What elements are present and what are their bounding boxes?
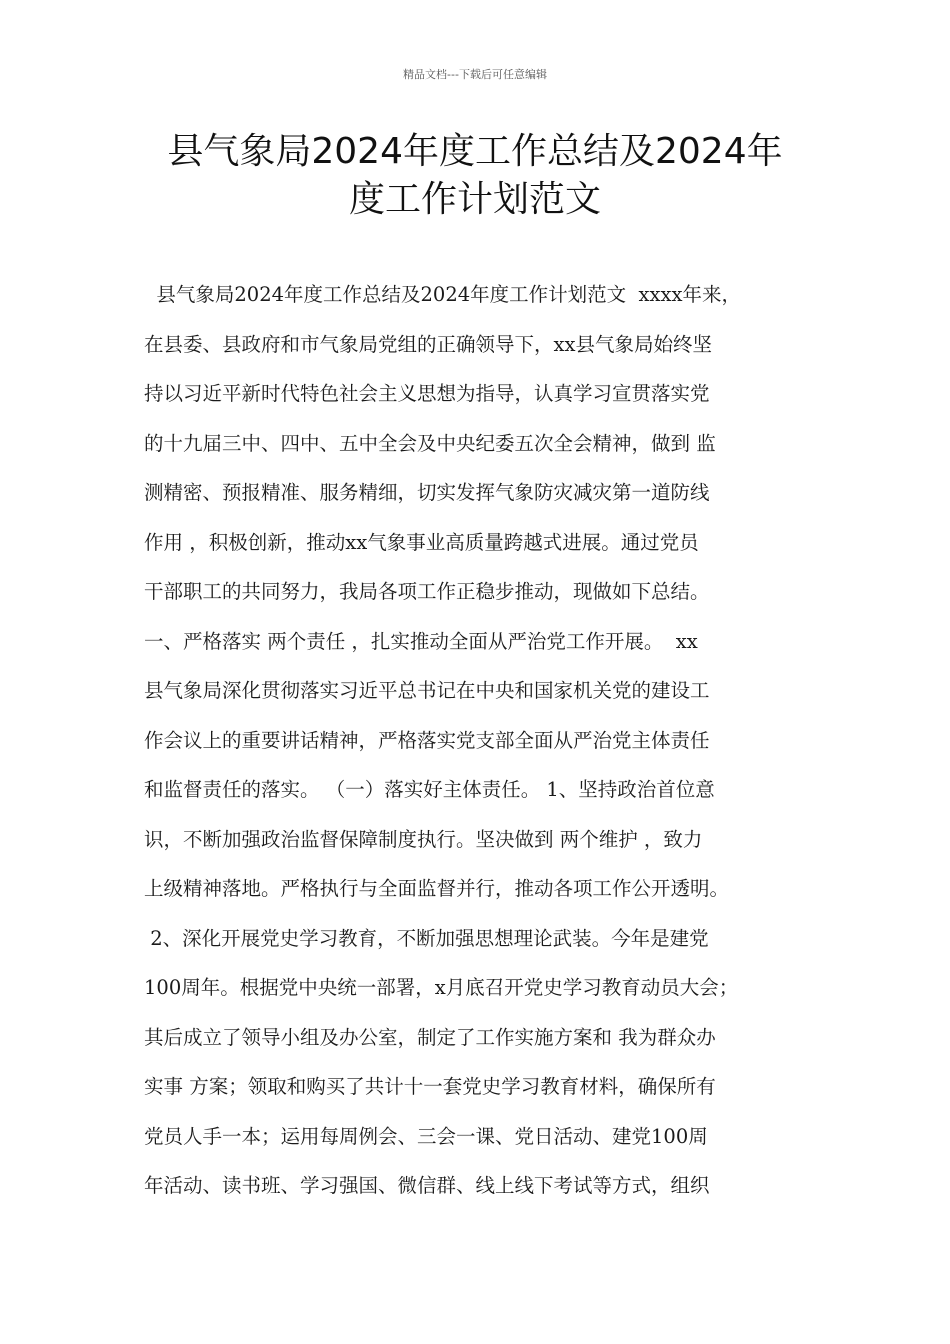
body-line: 其后成立了领导小组及办公室，制定了工作实施方案和 我为群众办 xyxy=(144,1025,716,1049)
body-line: 党员人手一本；运用每周例会、三会一课、党日活动、建党100周 xyxy=(144,1124,708,1148)
document-title-line-2: 度工作计划范文 xyxy=(348,179,601,220)
document-title xyxy=(100,128,850,224)
page-header-note: 精品文档---下载后可任意编辑 xyxy=(403,68,547,81)
body-line: 和监督责任的落实。 （一）落实好主体责任。 1、坚持政治首位意 xyxy=(144,778,715,801)
body-line: 测精密、预报精准、服务精细，切实发挥气象防灾减灾第一道防线 xyxy=(144,481,710,504)
document-body xyxy=(144,270,834,1211)
body-line: 干部职工的共同努力，我局各项工作正稳步推动，现做如下总结。 xyxy=(144,580,710,603)
body-line: 县气象局2024年度工作总结及2024年度工作计划范文 xxxx年来， xyxy=(144,283,742,306)
body-line: 识，不断加强政治监督保障制度执行。坚决做到 两个维护 ，致力 xyxy=(144,827,703,851)
body-line: 年活动、读书班、学习强国、微信群、线上线下考试等方式，组织 xyxy=(144,1174,710,1197)
body-line: 2、深化开展党史学习教育，不断加强思想理论武装。今年是建党 xyxy=(144,926,709,950)
body-line: 100周年。根据党中央统一部署，x月底召开党史学习教育动员大会； xyxy=(144,976,739,999)
body-line: 一、严格落实 两个责任 ，扎实推动全面从严治党工作开展。 xx xyxy=(144,629,698,653)
body-line: 作用 ，积极创新，推动xx气象事业高质量跨越式进展。通过党员 xyxy=(144,530,699,554)
body-line: 作会议上的重要讲话精神，严格落实党支部全面从严治党主体责任 xyxy=(144,728,710,752)
body-line: 在县委、县政府和市气象局党组的正确领导下，xx县气象局始终坚 xyxy=(144,332,712,356)
body-line: 县气象局深化贯彻落实习近平总书记在中央和国家机关党的建设工 xyxy=(144,679,710,702)
body-line: 实事 方案；领取和购买了共计十一套党史学习教育材料，确保所有 xyxy=(144,1075,716,1098)
body-line: 上级精神落地。严格执行与全面监督并行，推动各项工作公开透明。 xyxy=(144,877,730,900)
body-line: 的十九届三中、四中、五中全会及中央纪委五次全会精神，做到 监 xyxy=(144,431,716,455)
body-line: 持以习近平新时代特色社会主义思想为指导，认真学习宣贯落实党 xyxy=(144,382,710,405)
document-title-line-1: 县气象局2024年度工作总结及2024年 xyxy=(167,131,783,172)
